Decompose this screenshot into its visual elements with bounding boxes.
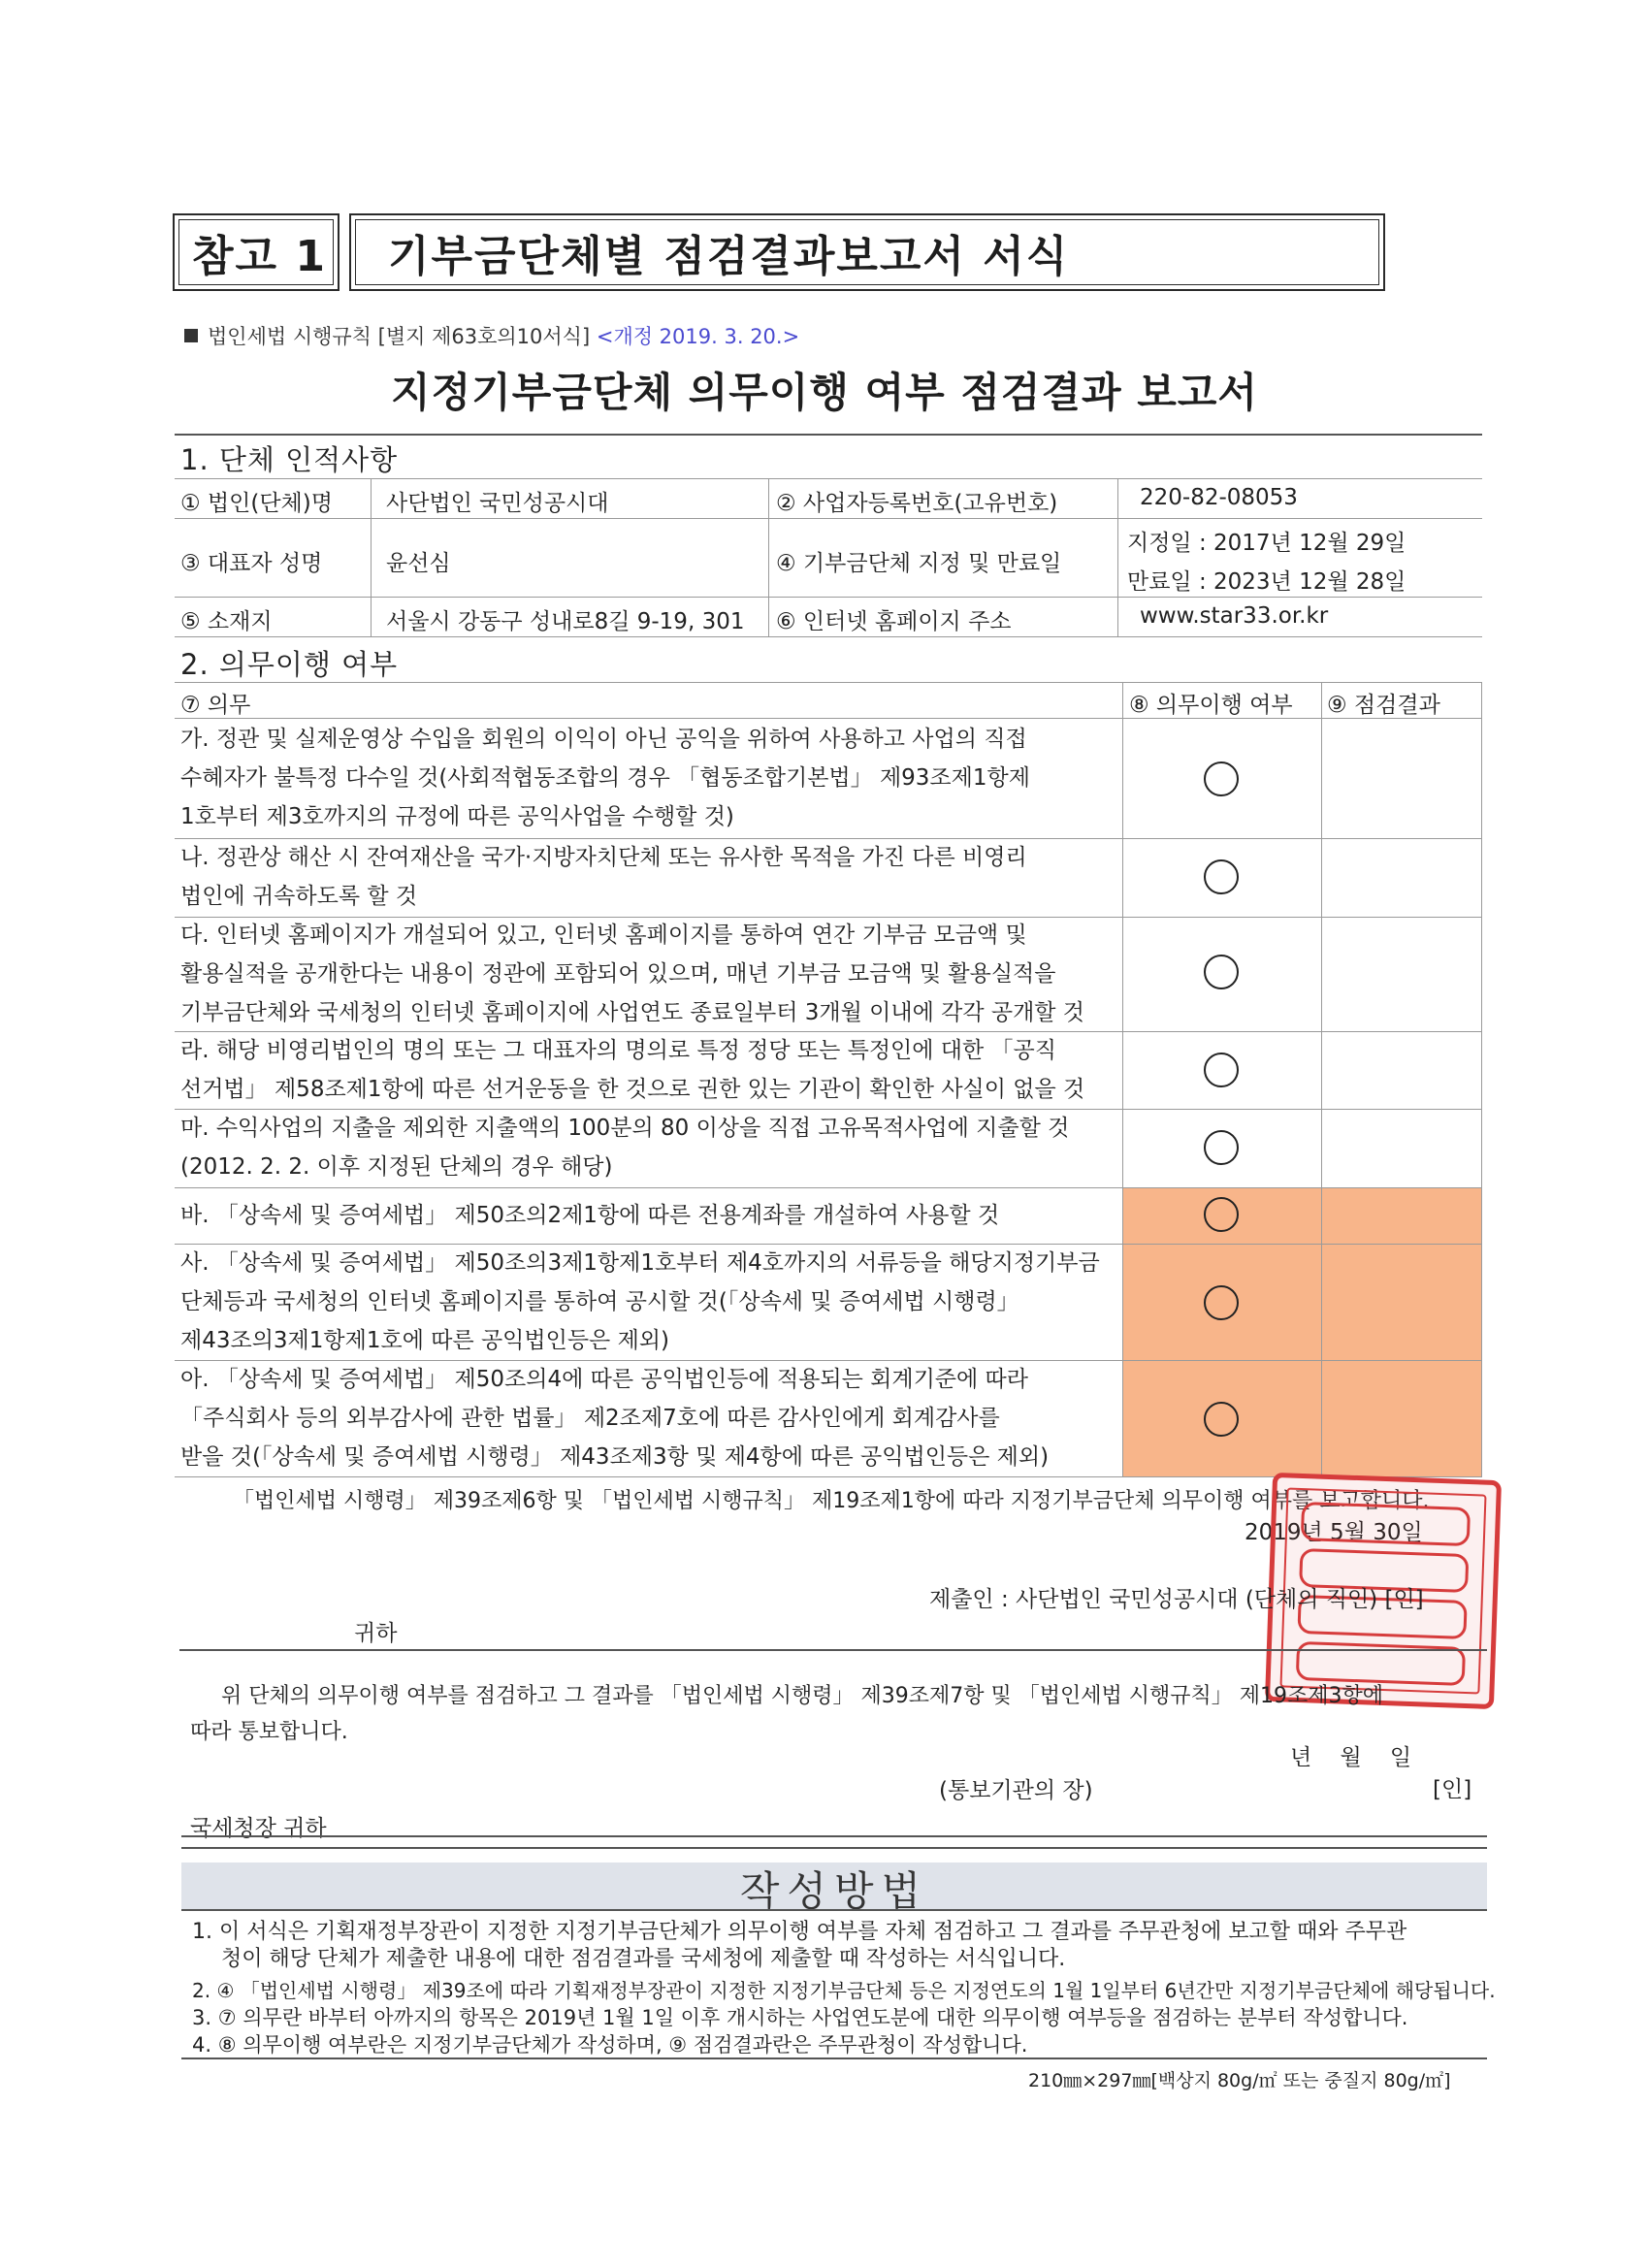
duty-row-na: 나. 정관상 해산 시 잔여재산을 국가·지방자치단체 또는 유사한 목적을 가진 다른 비영리 법인에 귀속하도록 할 것 xyxy=(180,845,1027,909)
highlight-area xyxy=(1122,1187,1481,1476)
report-addressee: 귀하 xyxy=(354,1621,398,1646)
form-title: 지정기부금단체 의무이행 여부 점검결과 보고서 xyxy=(391,369,1258,416)
notice-seal: [인] xyxy=(1433,1777,1472,1802)
paper-spec: 210㎜×297㎜[백상지 80g/㎡ 또는 중질지 80g/㎡] xyxy=(1028,2070,1451,2091)
fulfilled-mark-circle-icon xyxy=(1204,1130,1239,1165)
address-label: ⑤ 소재지 xyxy=(180,609,273,634)
divider xyxy=(181,1835,1487,1837)
notice-date-blank: 년 월 일 xyxy=(1290,1745,1412,1770)
submitter: 제출인 : 사단법인 국민성공시대 (단체의 직인) [인] xyxy=(929,1587,1424,1612)
method-item-1: 1. 이 서식은 기획재정부장관이 지정한 지정기부금단체가 의무이행 여부를 자체 점검하고 그 결과를 주무관청에 보고할 때와 주무관 xyxy=(192,1920,1407,1944)
notice-addressee: 국세청장 귀하 xyxy=(190,1816,327,1841)
square-bullet-icon xyxy=(184,329,198,342)
divider xyxy=(179,1649,1487,1651)
fulfilled-mark-circle-icon xyxy=(1204,1197,1239,1232)
method-item-4: 4. ⑧ 의무이행 여부란은 지정기부금단체가 작성하며, ⑨ 점검결과란은 주무관청이 작성합니다. xyxy=(192,2033,1028,2057)
section1-heading: 1. 단체 인적사항 xyxy=(180,443,399,476)
divider xyxy=(175,1187,1482,1188)
form-basis-text: 법인세법 시행규칙 [별지 제63호의10서식] xyxy=(208,325,591,348)
divider xyxy=(1321,682,1322,1476)
address-value: 서울시 강동구 성내로8길 9-19, 301 xyxy=(386,609,745,634)
homepage-label: ⑥ 인터넷 홈페이지 주소 xyxy=(776,609,1012,634)
corp-name-value: 사단법인 국민성공시대 xyxy=(386,491,609,516)
notice-authority: (통보기관의 장) xyxy=(939,1778,1093,1803)
page-heading: 기부금단체별 점검결과보고서 서식 xyxy=(388,232,1070,281)
report-date: 2019년 5월 30일 xyxy=(1245,1520,1423,1545)
divider xyxy=(181,1847,1487,1849)
divider xyxy=(175,636,1482,637)
divider xyxy=(1117,478,1118,636)
divider xyxy=(181,1909,1487,1911)
duty-row-da: 다. 인터넷 홈페이지가 개설되어 있고, 인터넷 홈페이지를 통하여 연간 기부금 모금액 및 활용실적을 공개한다는 내용이 정관에 포함되어 있으며, 매년 기부금 모금액 및 활용실적을 기부금단체와 국세청의 인터넷 홈페이지에 사업연도 종료일부터 3개월 이내에 각각 공개할 것 xyxy=(180,923,1085,1025)
duty-row-ra: 라. 해당 비영리법인의 명의 또는 그 대표자의 명의로 특정 정당 또는 특정인에 대한 「공직 선거법」 제58조제1항에 따른 선거운동을 한 것으로 권한 있는 기관이 확인한 사실이 없을 것 xyxy=(180,1038,1085,1102)
form-basis xyxy=(184,321,799,350)
method-item-1-cont: 청이 해당 단체가 제출한 내용에 대한 점검결과를 국세청에 제출할 때 작성하는 서식입니다. xyxy=(221,1947,1066,1971)
homepage-value: www.star33.or.kr xyxy=(1140,603,1329,629)
divider xyxy=(371,478,372,636)
reference-label: 참고 1 xyxy=(192,232,327,281)
heading-box xyxy=(349,213,1385,291)
duty-row-ba: 바. 「상속세 및 증여세법」 제50조의2제1항에 따른 전용계좌를 개설하여 사용할 것 xyxy=(180,1203,1000,1228)
expiry-date: 만료일 : 2023년 12월 28일 xyxy=(1127,569,1406,595)
bizno-value: 220-82-08053 xyxy=(1140,485,1298,510)
col-result-header: ⑨ 점검결과 xyxy=(1327,693,1440,718)
col-duty-header: ⑦ 의무 xyxy=(180,693,251,718)
method-item-3: 3. ⑦ 의무란 바부터 아까지의 항목은 2019년 1월 1일 이후 개시하는 사업연도분에 대한 의무이행 여부등을 점검하는 분부터 작성합니다. xyxy=(192,2006,1408,2029)
representative-value: 윤선심 xyxy=(386,551,451,576)
fulfilled-mark-circle-icon xyxy=(1204,1285,1239,1320)
bizno-label: ② 사업자등록번호(고유번호) xyxy=(776,491,1058,516)
method-item-2: 2. ④ 「법인세법 시행령」 제39조에 따라 기획재정부장관이 지정한 지정기부금단체 등은 지정연도의 1월 1일부터 6년간만 지정기부금단체에 해당됩니다. xyxy=(192,1979,1496,2002)
divider xyxy=(175,434,1482,436)
fulfilled-mark-circle-icon xyxy=(1204,1402,1239,1437)
divider xyxy=(181,2057,1487,2059)
duty-row-a: 아. 「상속세 및 증여세법」 제50조의4에 따른 공익법인등에 적용되는 회계기준에 따라 「주식회사 등의 외부감사에 관한 법률」 제2조제7호에 따른 감사인에게 회계감사를 받을 것(「상속세 및 증여세법 시행령」 제43조제3항 및 제4항에 따른 공익법인등은 제외) xyxy=(180,1367,1050,1470)
designated-date: 지정일 : 2017년 12월 29일 xyxy=(1127,531,1406,556)
duty-row-ga: 가. 정관 및 실제운영상 수입을 회원의 이익이 아닌 공익을 위하여 사용하고 사업의 직접 수혜자가 불특정 다수일 것(사회적협동조합의 경우 「협동조합기본법」 제93조제1항제 1호부터 제3호까지의 규정에 따른 공익사업을 수행할 것) xyxy=(180,727,1030,829)
reference-label-box xyxy=(173,213,340,291)
corp-name-label: ① 법인(단체)명 xyxy=(180,491,333,516)
fulfilled-mark-circle-icon xyxy=(1204,859,1239,894)
divider xyxy=(175,682,1482,683)
duty-row-ma: 마. 수익사업의 지출을 제외한 지출액의 100분의 80 이상을 직접 고유목적사업에 지출할 것 (2012. 2. 2. 이후 지정된 단체의 경우 해당) xyxy=(180,1116,1070,1180)
representative-label: ③ 대표자 성명 xyxy=(180,551,323,576)
section2-heading: 2. 의무이행 여부 xyxy=(180,648,399,681)
method-title: 작성방법 xyxy=(739,1867,929,1915)
notice-text-line1: 위 단체의 의무이행 여부를 점검하고 그 결과를 「법인세법 시행령」 제39조제7항 및 「법인세법 시행규칙」 제19조제3항에 xyxy=(221,1684,1383,1708)
notice-text-line2: 따라 통보합니다. xyxy=(190,1720,348,1744)
form-revision: <개정 2019. 3. 20.> xyxy=(596,325,800,348)
divider xyxy=(1122,682,1123,1476)
fulfilled-mark-circle-icon xyxy=(1204,1053,1239,1087)
duty-row-sa: 사. 「상속세 및 증여세법」 제50조의3제1항제1호부터 제4호까지의 서류등을 해당지정기부금 단체등과 국세청의 인터넷 홈페이지를 통하여 공시할 것(「상속세 및 증여세법 시행령」 제43조의3제1항제1호에 따른 공익법인등은 제외) xyxy=(180,1250,1100,1353)
col-fulfilled-header: ⑧ 의무이행 여부 xyxy=(1129,693,1293,718)
divider xyxy=(768,478,769,636)
fulfilled-mark-circle-icon xyxy=(1204,955,1239,989)
report-statement: 「법인세법 시행령」 제39조제6항 및 「법인세법 시행규칙」 제19조제1항에 따라 지정기부금단체 의무이행 여부를 보고합니다. xyxy=(233,1489,1430,1513)
fulfilled-mark-circle-icon xyxy=(1204,761,1239,796)
divider xyxy=(1481,682,1482,1476)
designation-period-label: ④ 기부금단체 지정 및 만료일 xyxy=(776,551,1062,576)
